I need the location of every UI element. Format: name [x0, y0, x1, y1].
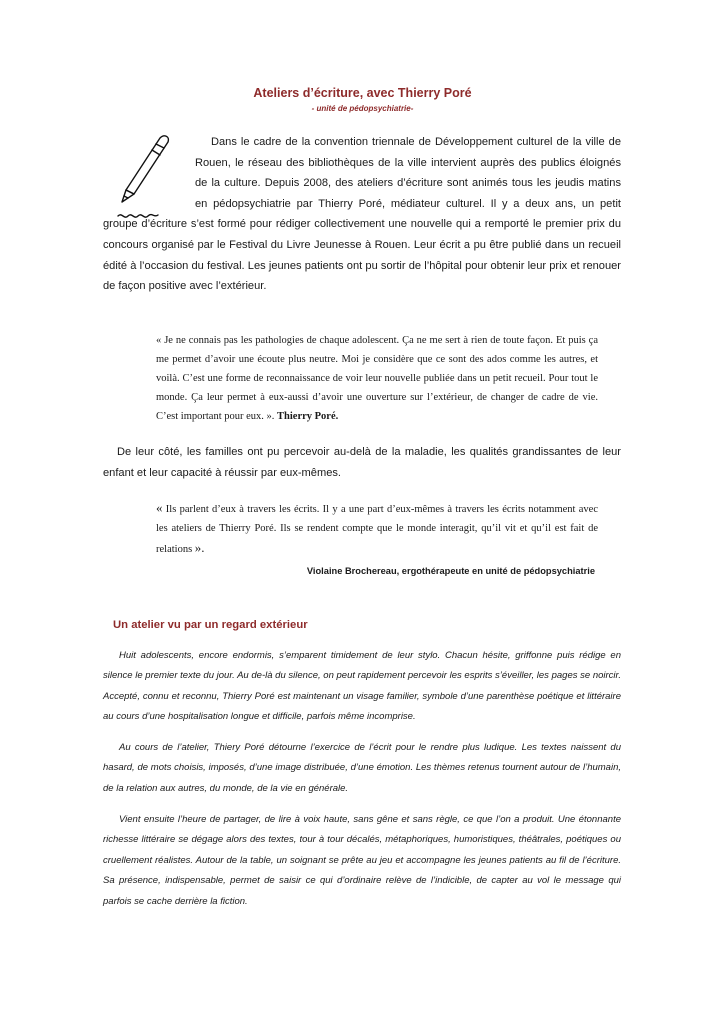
quote-author: Thierry Poré. — [277, 411, 339, 422]
families-paragraph: De leur côté, les familles ont pu percevoir au-delà de la maladie, les qualités grandissantes de leur enfant et leur capacité à réussir par eux-mêmes. — [103, 446, 621, 479]
quote-violaine: « Ils parlent d’eux à travers les écrits. Il y a une part d’eux-mêmes à travers les écrits notamment avec les ateliers de Thierry Poré. Ils se rendent compte que le monde interagit, qu’il vit et qu’il est fait de relations ». — [156, 500, 598, 555]
italic-paragraph-2: Au cours de l’atelier, Thiery Poré détourne l’exercice de l’écrit pour le rendre plus ludique. Les textes naissent du hasard, de mots choisis, imposés, d’une image distribuée, d’une émotion. Les thèmes retenus tournent autour de l’humain, de la relation aux autres, du monde, de la vie en générale. — [103, 742, 621, 794]
intro-paragraph: Dans le cadre de la convention triennale de Développement culturel de la ville de Rouen, le réseau des bibliothèques de la ville intervient auprès des publics éloignés de la culture. Depuis 2008, des ateliers d’écriture sont animés tous les jeudis matins en pédopsychiatrie par Thierry Poré, médiateur culturel. Il y a deux ans, un petit groupe d’écriture s’est formé pour rédiger collectivement une nouvelle qui a remporté le premier prix du concours organisé par le Festival du Livre Jeunesse à Rouen. Leur écrit a pu être publié dans un recueil édité à l’occasion du festival. Les jeunes patients ont pu sortir de l’hôpital pour obtenir leur prix et renouer de façon positive avec l’extérieur. — [103, 132, 621, 297]
quote-attribution: Violaine Brochereau, ergothérapeute en unité de pédopsychiatrie — [306, 566, 595, 576]
italic-paragraph-1: Huit adolescents, encore endormis, s’emparent timidement de leur stylo. Chacun hésite, griffonne puis rédige en silence le premier texte du jour. Au de-là du silence, on peut rapidement percevoir les esprits s’éveiller, les pages se noircir. Accepté, connu et reconnu, Thierry Poré est maintenant un visage familier, symbole d’une parenthèse poétique et littéraire au cours d’une hospitalisation longue et difficile, parfois même incomprise. — [103, 650, 621, 723]
section-title: Un atelier vu par un regard extérieur — [113, 619, 308, 631]
italic-paragraph-3: Vient ensuite l’heure de partager, de lire à voix haute, sans gêne et sans règle, ce que l’on a produit. Une étonnante richesse littéraire se dégage alors des textes, tour à tour décalés, métaphoriques, humoristiques, théâtrales, poétiques ou cruellement réalistes. Autour de la table, un soignant se prête au jeu et accompagne les jeunes patients au fil de l’écriture. Sa présence, indispensable, permet de saisir ce qui d’ordinaire relève de l’indicible, de capter au vol le message qui parfois se cache derrière la fiction. — [103, 814, 621, 907]
page-subtitle: - unité de pédopsychiatrie- — [311, 104, 414, 113]
page-title: Ateliers d’écriture, avec Thierry Poré — [253, 86, 472, 100]
quote-thierry-pore: « Je ne connais pas les pathologies de chaque adolescent. Ça ne me sert à rien de toute façon. Et puis ça me permet d’avoir une écoute plus neutre. Moi je considère que ce sont des ados comme les autres, et voilà. C’est une forme de reconnaissance de voir leur nouvelle publiée dans un petit recueil. Pour tout le monde. Ça leur permet à eux-aussi d’avoir une ouverture sur l’extérieur, de changer de cadre de vie. C’est important pour eux. ». Thierry Poré. — [156, 335, 598, 422]
illustration-space — [103, 132, 195, 214]
